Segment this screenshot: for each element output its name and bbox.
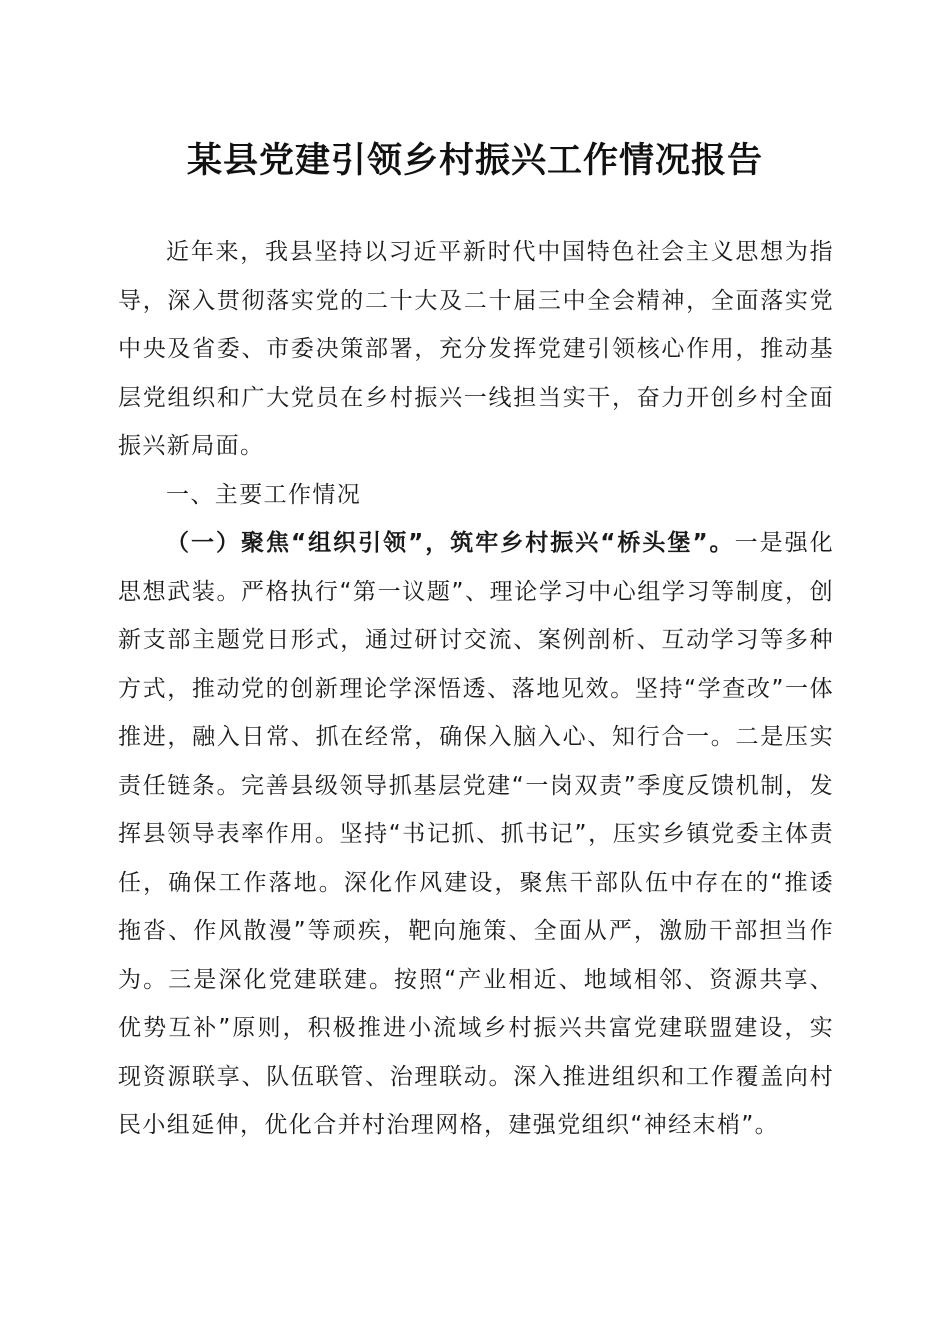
document-body xyxy=(118,228,834,1150)
subsection-heading: （一）聚焦“组织引领”，筑牢乡村振兴“桥头堡”。 xyxy=(166,530,735,556)
subsection-body: 一是强化思想武装。严格执行“第一议题”、理论学习中心组学习等制度，创新支部主题党日形式，通过研讨交流、案例剖析、互动学习等多种方式，推动党的创新理论学深悟透、落地见效。坚持“学查改”一体推进，融入日常、抓在经常，确保入脑入心、知行合一。二是压实责任链条。完善县级领导抓基层党建“一岗双责”季度反馈机制，发挥县领导表率作用。坚持“书记抓、抓书记”，压实乡镇党委主体责任，确保工作落地。深化作风建设，聚焦干部队伍中存在的“推诿拖沓、作风散漫”等顽疾，靶向施策、全面从严，激励干部担当作为。三是深化党建联建。按照“产业相近、地域相邻、资源共享、优势互补”原则，积极推进小流域乡村振兴共富党建联盟建设，实现资源联享、队伍联管、治理联动。深入推进组织和工作覆盖向村民小组延伸，优化合并村治理网格，建强党组织“神经末梢”。 xyxy=(118,530,834,1138)
intro-paragraph: 近年来，我县坚持以习近平新时代中国特色社会主义思想为指导，深入贯彻落实党的二十大及二十届三中全会精神，全面落实党中央及省委、市委决策部署，充分发挥党建引领核心作用，推动基层党组织和广大党员在乡村振兴一线担当实干，奋力开创乡村全面振兴新局面。 xyxy=(118,239,834,459)
section-heading: 一、主要工作情况 xyxy=(166,481,362,508)
document-title: 某县党建引领乡村振兴工作情况报告 xyxy=(186,140,763,181)
subsection-paragraph xyxy=(118,519,834,1150)
